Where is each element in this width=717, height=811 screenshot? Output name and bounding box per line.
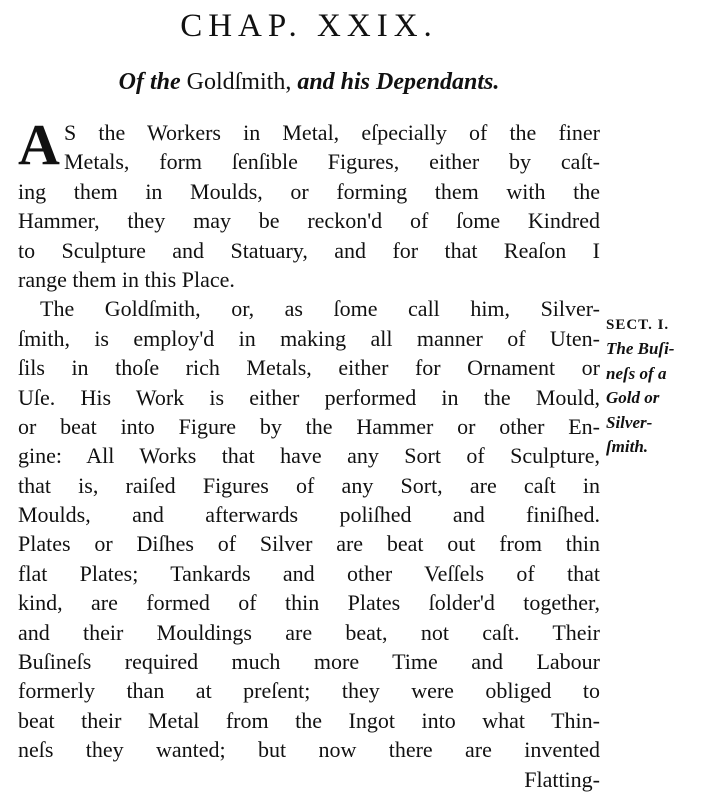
margin-section-label: SECT. I. (606, 317, 670, 333)
text-line: beat their Metal from the Ingot into what Thin- (18, 707, 600, 733)
margin-note (606, 313, 714, 459)
margin-note-line: neſs of a (606, 363, 667, 383)
text-line: kind, are formed of thin Plates ſolder'd together, (18, 590, 600, 616)
subtitle-part-1: Of the (118, 69, 187, 95)
margin-note-line: Silver- (606, 412, 653, 432)
drop-cap: A (18, 112, 60, 177)
margin-note-line: ſmith. (606, 437, 649, 457)
body-text (18, 112, 600, 794)
subtitle-part-3: and his Dependants. (297, 69, 500, 95)
margin-note-line: The Buſi- (606, 339, 675, 359)
text-line: Buſineſs required much more Time and Labour (18, 649, 600, 675)
text-line: Hammer, they may be reckon'd of ſome Kindred (18, 208, 600, 234)
text-line: that is, raiſed Figures of any Sort, are caſt in (18, 472, 600, 498)
text-line: Metals, form ſenſible Figures, either by caſt- (64, 149, 600, 175)
text-line: The Goldſmith, or, as ſome call him, Silver- (40, 296, 600, 322)
text-line: S the Workers in Metal, eſpecially of the finer (64, 120, 600, 145)
text-line: and their Mouldings are beat, not caſt. Their (18, 619, 600, 645)
catchword: Flatting- (524, 766, 600, 792)
chapter-subtitle (18, 66, 600, 98)
text-line: or beat into Figure by the Hammer or other En- (18, 413, 600, 439)
text-line: flat Plates; Tankards and other Veſſels of that (18, 560, 600, 586)
text-line: ſils in thoſe rich Metals, either for Ornament or (18, 355, 600, 381)
text-line: neſs they wanted; but now there are invented (18, 737, 600, 763)
text-line: gine: All Works that have any Sort of Sculpture, (18, 443, 600, 469)
text-line: Plates or Diſhes of Silver are beat out from thin (18, 531, 600, 557)
text-line: Uſe. His Work is either performed in the Mould, (18, 384, 600, 410)
text-line: Moulds, and afterwards poliſhed and finiſhed. (18, 502, 600, 528)
chapter-heading: CHAP. XXIX. (180, 8, 438, 44)
text-line: ſmith, is employ'd in making all manner of Uten- (18, 325, 600, 351)
subtitle-part-2: Goldſmith, (186, 69, 298, 95)
text-line: ing them in Moulds, or forming them with the (18, 178, 600, 204)
margin-note-line: Gold or (606, 388, 660, 408)
text-line: range them in this Place. (18, 266, 235, 292)
text-line: formerly than at preſent; they were obliged to (18, 678, 600, 704)
text-line: to Sculpture and Statuary, and for that Reaſon I (18, 237, 600, 263)
